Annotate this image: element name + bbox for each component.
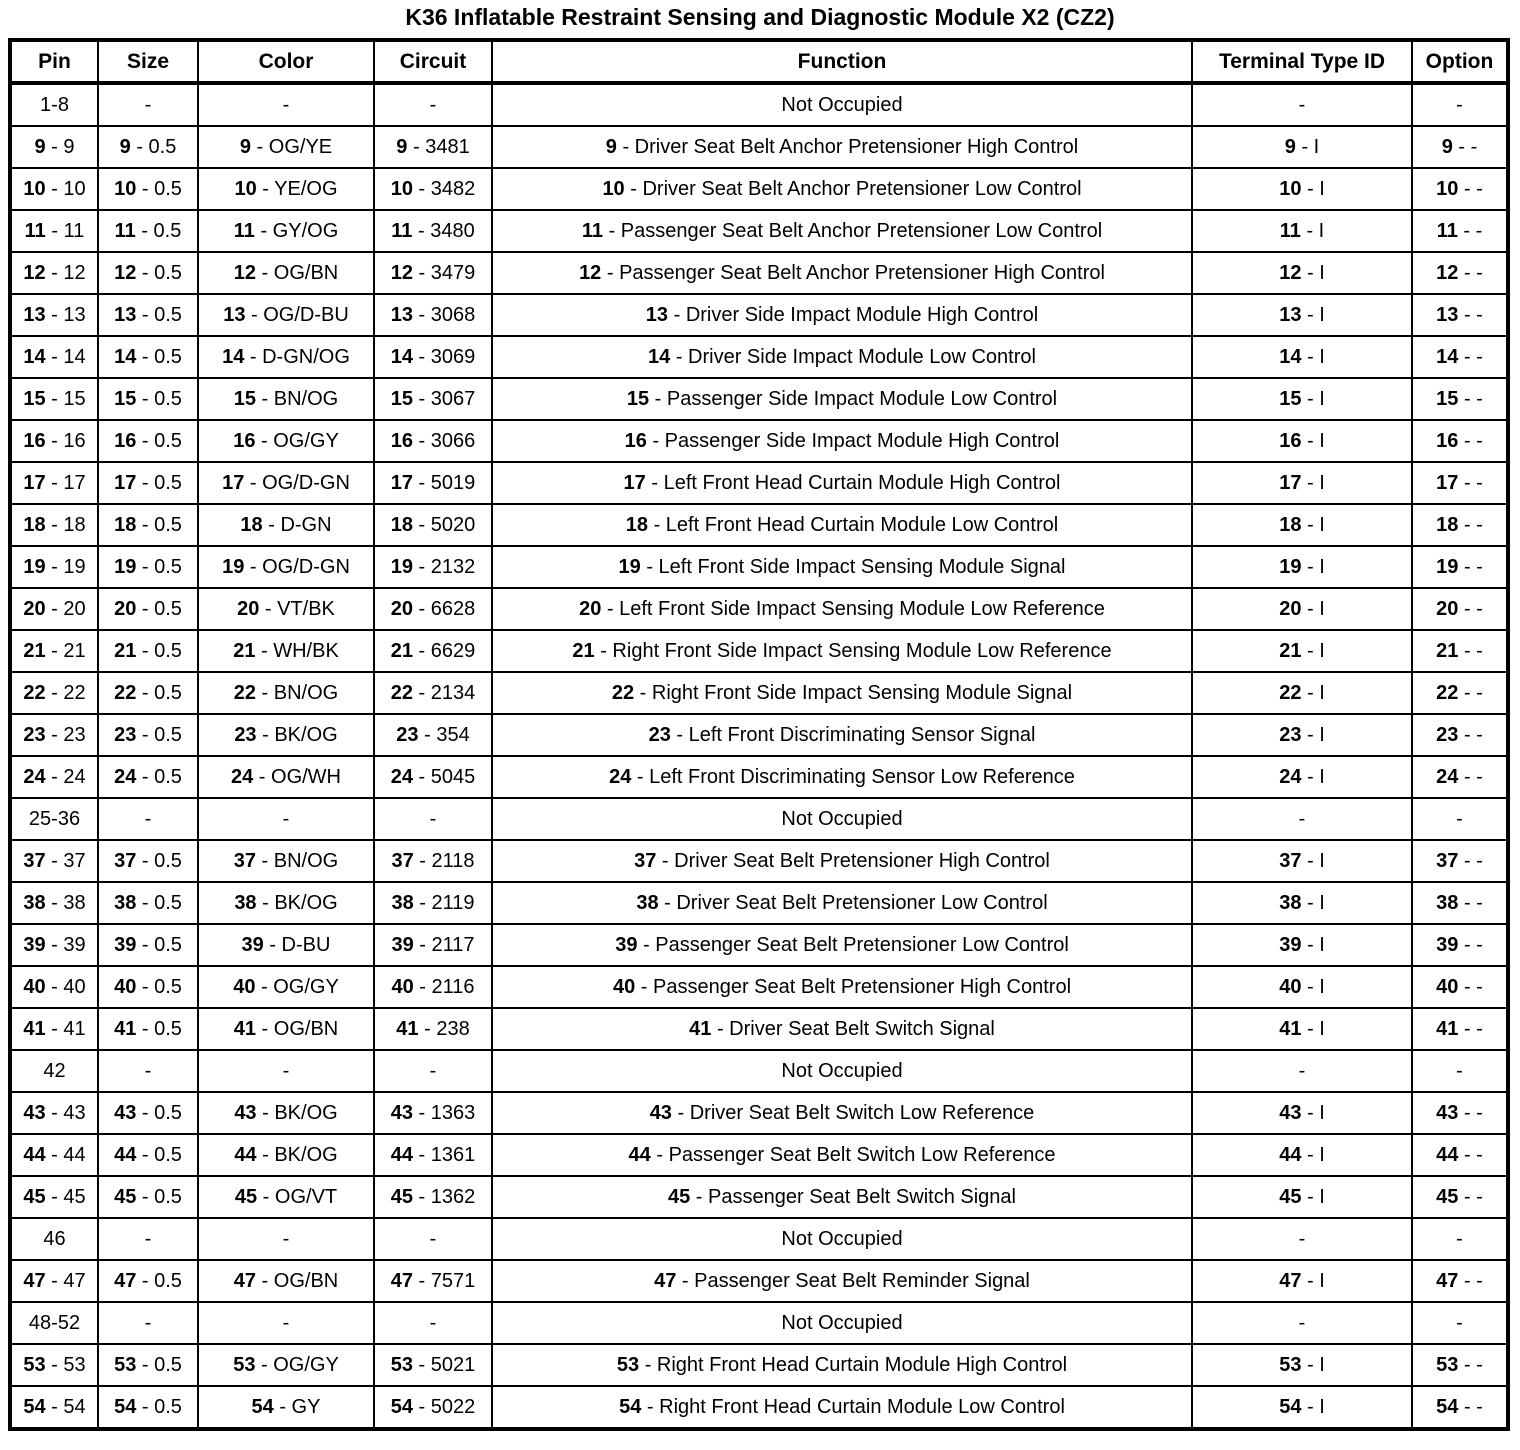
function-cell: 41 - Driver Seat Belt Switch Signal xyxy=(492,1008,1192,1050)
pin-cell: 46 xyxy=(10,1218,98,1260)
terminal-type-cell: - xyxy=(1192,83,1412,126)
size-cell: 22 - 0.5 xyxy=(98,672,198,714)
table-row xyxy=(10,168,1508,210)
option-cell: 21 - - xyxy=(1412,630,1508,672)
table-row xyxy=(10,672,1508,714)
size-cell: 39 - 0.5 xyxy=(98,924,198,966)
circuit-cell: 9 - 3481 xyxy=(374,126,492,168)
terminal-type-cell: 54 - I xyxy=(1192,1386,1412,1429)
size-cell: 45 - 0.5 xyxy=(98,1176,198,1218)
pin-cell: 25-36 xyxy=(10,798,98,840)
table-row xyxy=(10,714,1508,756)
circuit-cell: 43 - 1363 xyxy=(374,1092,492,1134)
terminal-type-cell: 39 - I xyxy=(1192,924,1412,966)
size-cell: 20 - 0.5 xyxy=(98,588,198,630)
size-cell: 47 - 0.5 xyxy=(98,1260,198,1302)
table-row xyxy=(10,1134,1508,1176)
circuit-cell: 21 - 6629 xyxy=(374,630,492,672)
terminal-type-cell: 15 - I xyxy=(1192,378,1412,420)
pin-cell: 44 - 44 xyxy=(10,1134,98,1176)
table-row xyxy=(10,252,1508,294)
pin-cell: 9 - 9 xyxy=(10,126,98,168)
function-cell: 17 - Left Front Head Curtain Module High Control xyxy=(492,462,1192,504)
table-row xyxy=(10,882,1508,924)
size-cell: - xyxy=(98,798,198,840)
terminal-type-cell: 40 - I xyxy=(1192,966,1412,1008)
circuit-cell: 20 - 6628 xyxy=(374,588,492,630)
table-row xyxy=(10,378,1508,420)
table-row xyxy=(10,966,1508,1008)
option-cell: 47 - - xyxy=(1412,1260,1508,1302)
table-row xyxy=(10,1260,1508,1302)
table-row xyxy=(10,1218,1508,1260)
column-header-size: Size xyxy=(98,40,198,83)
function-cell: 54 - Right Front Head Curtain Module Low Control xyxy=(492,1386,1192,1429)
function-cell: 16 - Passenger Side Impact Module High Control xyxy=(492,420,1192,462)
option-cell: 53 - - xyxy=(1412,1344,1508,1386)
pin-cell: 1-8 xyxy=(10,83,98,126)
option-cell: 17 - - xyxy=(1412,462,1508,504)
option-cell: 37 - - xyxy=(1412,840,1508,882)
option-cell: 10 - - xyxy=(1412,168,1508,210)
function-cell: 45 - Passenger Seat Belt Switch Signal xyxy=(492,1176,1192,1218)
option-cell: - xyxy=(1412,1050,1508,1092)
pin-cell: 12 - 12 xyxy=(10,252,98,294)
circuit-cell: 54 - 5022 xyxy=(374,1386,492,1429)
circuit-cell: 41 - 238 xyxy=(374,1008,492,1050)
terminal-type-cell: 37 - I xyxy=(1192,840,1412,882)
terminal-type-cell: 9 - I xyxy=(1192,126,1412,168)
size-cell: 23 - 0.5 xyxy=(98,714,198,756)
circuit-cell: 40 - 2116 xyxy=(374,966,492,1008)
circuit-cell: 39 - 2117 xyxy=(374,924,492,966)
terminal-type-cell: 17 - I xyxy=(1192,462,1412,504)
pin-cell: 16 - 16 xyxy=(10,420,98,462)
option-cell: 19 - - xyxy=(1412,546,1508,588)
option-cell: 23 - - xyxy=(1412,714,1508,756)
table-row xyxy=(10,840,1508,882)
function-cell: 23 - Left Front Discriminating Sensor Signal xyxy=(492,714,1192,756)
terminal-type-cell: 38 - I xyxy=(1192,882,1412,924)
option-cell: 9 - - xyxy=(1412,126,1508,168)
function-cell: 18 - Left Front Head Curtain Module Low Control xyxy=(492,504,1192,546)
circuit-cell: 12 - 3479 xyxy=(374,252,492,294)
function-cell: 19 - Left Front Side Impact Sensing Module Signal xyxy=(492,546,1192,588)
column-header-terminal-type-id: Terminal Type ID xyxy=(1192,40,1412,83)
table-row xyxy=(10,83,1508,126)
pin-cell: 43 - 43 xyxy=(10,1092,98,1134)
function-cell: 40 - Passenger Seat Belt Pretensioner High Control xyxy=(492,966,1192,1008)
function-cell: 44 - Passenger Seat Belt Switch Low Reference xyxy=(492,1134,1192,1176)
option-cell: 11 - - xyxy=(1412,210,1508,252)
function-cell: 37 - Driver Seat Belt Pretensioner High Control xyxy=(492,840,1192,882)
circuit-cell: 17 - 5019 xyxy=(374,462,492,504)
option-cell: 18 - - xyxy=(1412,504,1508,546)
size-cell: 9 - 0.5 xyxy=(98,126,198,168)
terminal-type-cell: - xyxy=(1192,1218,1412,1260)
circuit-cell: 44 - 1361 xyxy=(374,1134,492,1176)
function-cell: 22 - Right Front Side Impact Sensing Module Signal xyxy=(492,672,1192,714)
pin-cell: 54 - 54 xyxy=(10,1386,98,1429)
circuit-cell: - xyxy=(374,798,492,840)
pin-cell: 13 - 13 xyxy=(10,294,98,336)
function-cell: 9 - Driver Seat Belt Anchor Pretensioner High Control xyxy=(492,126,1192,168)
color-cell: 37 - BN/OG xyxy=(198,840,374,882)
terminal-type-cell: 41 - I xyxy=(1192,1008,1412,1050)
function-cell: 53 - Right Front Head Curtain Module High Control xyxy=(492,1344,1192,1386)
circuit-cell: 45 - 1362 xyxy=(374,1176,492,1218)
terminal-type-cell: 12 - I xyxy=(1192,252,1412,294)
function-cell: Not Occupied xyxy=(492,83,1192,126)
color-cell: 44 - BK/OG xyxy=(198,1134,374,1176)
circuit-cell: 13 - 3068 xyxy=(374,294,492,336)
size-cell: 40 - 0.5 xyxy=(98,966,198,1008)
circuit-cell: - xyxy=(374,1218,492,1260)
circuit-cell: 11 - 3480 xyxy=(374,210,492,252)
pin-cell: 47 - 47 xyxy=(10,1260,98,1302)
size-cell: 18 - 0.5 xyxy=(98,504,198,546)
circuit-cell: - xyxy=(374,1050,492,1092)
pin-cell: 37 - 37 xyxy=(10,840,98,882)
color-cell: 19 - OG/D-GN xyxy=(198,546,374,588)
size-cell: 11 - 0.5 xyxy=(98,210,198,252)
color-cell: 14 - D-GN/OG xyxy=(198,336,374,378)
pin-cell: 22 - 22 xyxy=(10,672,98,714)
size-cell: - xyxy=(98,83,198,126)
function-cell: 38 - Driver Seat Belt Pretensioner Low Control xyxy=(492,882,1192,924)
terminal-type-cell: 14 - I xyxy=(1192,336,1412,378)
circuit-cell: - xyxy=(374,1302,492,1344)
column-header-option: Option xyxy=(1412,40,1508,83)
color-cell: 13 - OG/D-BU xyxy=(198,294,374,336)
pin-cell: 18 - 18 xyxy=(10,504,98,546)
size-cell: - xyxy=(98,1050,198,1092)
pin-cell: 41 - 41 xyxy=(10,1008,98,1050)
color-cell: 23 - BK/OG xyxy=(198,714,374,756)
option-cell: 44 - - xyxy=(1412,1134,1508,1176)
option-cell: 39 - - xyxy=(1412,924,1508,966)
circuit-cell: 22 - 2134 xyxy=(374,672,492,714)
pin-cell: 17 - 17 xyxy=(10,462,98,504)
color-cell: 53 - OG/GY xyxy=(198,1344,374,1386)
table-row xyxy=(10,546,1508,588)
table-row xyxy=(10,126,1508,168)
option-cell: 14 - - xyxy=(1412,336,1508,378)
color-cell: 24 - OG/WH xyxy=(198,756,374,798)
circuit-cell: 10 - 3482 xyxy=(374,168,492,210)
column-header-circuit: Circuit xyxy=(374,40,492,83)
option-cell: 20 - - xyxy=(1412,588,1508,630)
color-cell: - xyxy=(198,1050,374,1092)
color-cell: 12 - OG/BN xyxy=(198,252,374,294)
color-cell: - xyxy=(198,1218,374,1260)
circuit-cell: 14 - 3069 xyxy=(374,336,492,378)
function-cell: 14 - Driver Side Impact Module Low Control xyxy=(492,336,1192,378)
circuit-cell: 38 - 2119 xyxy=(374,882,492,924)
terminal-type-cell: 16 - I xyxy=(1192,420,1412,462)
size-cell: 44 - 0.5 xyxy=(98,1134,198,1176)
page-title: K36 Inflatable Restraint Sensing and Diagnostic Module X2 (CZ2) xyxy=(405,4,1115,30)
color-cell: 21 - WH/BK xyxy=(198,630,374,672)
terminal-type-cell: 24 - I xyxy=(1192,756,1412,798)
function-cell: 11 - Passenger Seat Belt Anchor Pretensioner Low Control xyxy=(492,210,1192,252)
terminal-type-cell: 44 - I xyxy=(1192,1134,1412,1176)
color-cell: 22 - BN/OG xyxy=(198,672,374,714)
terminal-type-cell: 23 - I xyxy=(1192,714,1412,756)
size-cell: - xyxy=(98,1218,198,1260)
table-row xyxy=(10,420,1508,462)
function-cell: Not Occupied xyxy=(492,1302,1192,1344)
function-cell: 10 - Driver Seat Belt Anchor Pretensioner Low Control xyxy=(492,168,1192,210)
color-cell: 9 - OG/YE xyxy=(198,126,374,168)
table-header xyxy=(10,40,1508,83)
table-row xyxy=(10,1176,1508,1218)
circuit-cell: 19 - 2132 xyxy=(374,546,492,588)
size-cell: - xyxy=(98,1302,198,1344)
color-cell: 40 - OG/GY xyxy=(198,966,374,1008)
terminal-type-cell: 11 - I xyxy=(1192,210,1412,252)
option-cell: 38 - - xyxy=(1412,882,1508,924)
table-row xyxy=(10,1386,1508,1429)
terminal-type-cell: 43 - I xyxy=(1192,1092,1412,1134)
table-row xyxy=(10,1302,1508,1344)
color-cell: 20 - VT/BK xyxy=(198,588,374,630)
function-cell: Not Occupied xyxy=(492,1050,1192,1092)
option-cell: 15 - - xyxy=(1412,378,1508,420)
color-cell: - xyxy=(198,798,374,840)
function-cell: 47 - Passenger Seat Belt Reminder Signal xyxy=(492,1260,1192,1302)
table-row xyxy=(10,1050,1508,1092)
pin-cell: 45 - 45 xyxy=(10,1176,98,1218)
pin-cell: 40 - 40 xyxy=(10,966,98,1008)
table-row xyxy=(10,1344,1508,1386)
table-row xyxy=(10,630,1508,672)
size-cell: 19 - 0.5 xyxy=(98,546,198,588)
color-cell: 41 - OG/BN xyxy=(198,1008,374,1050)
circuit-cell: 23 - 354 xyxy=(374,714,492,756)
pin-cell: 23 - 23 xyxy=(10,714,98,756)
column-header-function: Function xyxy=(492,40,1192,83)
option-cell: 13 - - xyxy=(1412,294,1508,336)
color-cell: - xyxy=(198,83,374,126)
pinout-table xyxy=(8,38,1510,1431)
option-cell: - xyxy=(1412,83,1508,126)
terminal-type-cell: 10 - I xyxy=(1192,168,1412,210)
size-cell: 13 - 0.5 xyxy=(98,294,198,336)
pin-cell: 11 - 11 xyxy=(10,210,98,252)
color-cell: 17 - OG/D-GN xyxy=(198,462,374,504)
size-cell: 43 - 0.5 xyxy=(98,1092,198,1134)
color-cell: 39 - D-BU xyxy=(198,924,374,966)
terminal-type-cell: 21 - I xyxy=(1192,630,1412,672)
pin-cell: 15 - 15 xyxy=(10,378,98,420)
pin-cell: 39 - 39 xyxy=(10,924,98,966)
color-cell: 47 - OG/BN xyxy=(198,1260,374,1302)
size-cell: 12 - 0.5 xyxy=(98,252,198,294)
table-row xyxy=(10,1008,1508,1050)
pin-cell: 10 - 10 xyxy=(10,168,98,210)
color-cell: 38 - BK/OG xyxy=(198,882,374,924)
function-cell: 15 - Passenger Side Impact Module Low Control xyxy=(492,378,1192,420)
table-row xyxy=(10,336,1508,378)
pinout-table-body xyxy=(10,83,1508,1429)
function-cell: 43 - Driver Seat Belt Switch Low Reference xyxy=(492,1092,1192,1134)
color-cell: 18 - D-GN xyxy=(198,504,374,546)
pin-cell: 48-52 xyxy=(10,1302,98,1344)
color-cell: 15 - BN/OG xyxy=(198,378,374,420)
table-row xyxy=(10,462,1508,504)
function-cell: Not Occupied xyxy=(492,798,1192,840)
size-cell: 53 - 0.5 xyxy=(98,1344,198,1386)
circuit-cell: 16 - 3066 xyxy=(374,420,492,462)
circuit-cell: 18 - 5020 xyxy=(374,504,492,546)
circuit-cell: 15 - 3067 xyxy=(374,378,492,420)
table-row xyxy=(10,1092,1508,1134)
color-cell: 10 - YE/OG xyxy=(198,168,374,210)
option-cell: - xyxy=(1412,1218,1508,1260)
option-cell: 43 - - xyxy=(1412,1092,1508,1134)
function-cell: 21 - Right Front Side Impact Sensing Module Low Reference xyxy=(492,630,1192,672)
terminal-type-cell: 53 - I xyxy=(1192,1344,1412,1386)
size-cell: 15 - 0.5 xyxy=(98,378,198,420)
table-row xyxy=(10,294,1508,336)
pin-cell: 14 - 14 xyxy=(10,336,98,378)
terminal-type-cell: 22 - I xyxy=(1192,672,1412,714)
pin-cell: 24 - 24 xyxy=(10,756,98,798)
option-cell: - xyxy=(1412,798,1508,840)
header-row xyxy=(10,40,1508,83)
size-cell: 21 - 0.5 xyxy=(98,630,198,672)
column-header-color: Color xyxy=(198,40,374,83)
size-cell: 16 - 0.5 xyxy=(98,420,198,462)
function-cell: Not Occupied xyxy=(492,1218,1192,1260)
terminal-type-cell: 47 - I xyxy=(1192,1260,1412,1302)
option-cell: 45 - - xyxy=(1412,1176,1508,1218)
function-cell: 20 - Left Front Side Impact Sensing Module Low Reference xyxy=(492,588,1192,630)
table-row xyxy=(10,588,1508,630)
column-header-pin: Pin xyxy=(10,40,98,83)
option-cell: 41 - - xyxy=(1412,1008,1508,1050)
size-cell: 41 - 0.5 xyxy=(98,1008,198,1050)
terminal-type-cell: 18 - I xyxy=(1192,504,1412,546)
size-cell: 24 - 0.5 xyxy=(98,756,198,798)
table-row xyxy=(10,756,1508,798)
table-row xyxy=(10,924,1508,966)
terminal-type-cell: 13 - I xyxy=(1192,294,1412,336)
size-cell: 38 - 0.5 xyxy=(98,882,198,924)
size-cell: 37 - 0.5 xyxy=(98,840,198,882)
terminal-type-cell: 20 - I xyxy=(1192,588,1412,630)
color-cell: 16 - OG/GY xyxy=(198,420,374,462)
size-cell: 10 - 0.5 xyxy=(98,168,198,210)
table-row xyxy=(10,798,1508,840)
color-cell: - xyxy=(198,1302,374,1344)
size-cell: 14 - 0.5 xyxy=(98,336,198,378)
color-cell: 43 - BK/OG xyxy=(198,1092,374,1134)
circuit-cell: 53 - 5021 xyxy=(374,1344,492,1386)
terminal-type-cell: 45 - I xyxy=(1192,1176,1412,1218)
terminal-type-cell: - xyxy=(1192,1050,1412,1092)
table-row xyxy=(10,210,1508,252)
circuit-cell: 47 - 7571 xyxy=(374,1260,492,1302)
circuit-cell: 24 - 5045 xyxy=(374,756,492,798)
option-cell: - xyxy=(1412,1302,1508,1344)
pin-cell: 53 - 53 xyxy=(10,1344,98,1386)
pin-cell: 42 xyxy=(10,1050,98,1092)
table-row xyxy=(10,504,1508,546)
pin-cell: 21 - 21 xyxy=(10,630,98,672)
pin-cell: 38 - 38 xyxy=(10,882,98,924)
circuit-cell: - xyxy=(374,83,492,126)
terminal-type-cell: 19 - I xyxy=(1192,546,1412,588)
option-cell: 22 - - xyxy=(1412,672,1508,714)
pin-cell: 20 - 20 xyxy=(10,588,98,630)
option-cell: 16 - - xyxy=(1412,420,1508,462)
function-cell: 12 - Passenger Seat Belt Anchor Pretensioner High Control xyxy=(492,252,1192,294)
terminal-type-cell: - xyxy=(1192,1302,1412,1344)
color-cell: 45 - OG/VT xyxy=(198,1176,374,1218)
color-cell: 54 - GY xyxy=(198,1386,374,1429)
pin-cell: 19 - 19 xyxy=(10,546,98,588)
terminal-type-cell: - xyxy=(1192,798,1412,840)
option-cell: 54 - - xyxy=(1412,1386,1508,1429)
option-cell: 40 - - xyxy=(1412,966,1508,1008)
size-cell: 54 - 0.5 xyxy=(98,1386,198,1429)
circuit-cell: 37 - 2118 xyxy=(374,840,492,882)
function-cell: 39 - Passenger Seat Belt Pretensioner Low Control xyxy=(492,924,1192,966)
function-cell: 13 - Driver Side Impact Module High Control xyxy=(492,294,1192,336)
option-cell: 24 - - xyxy=(1412,756,1508,798)
option-cell: 12 - - xyxy=(1412,252,1508,294)
size-cell: 17 - 0.5 xyxy=(98,462,198,504)
color-cell: 11 - GY/OG xyxy=(198,210,374,252)
function-cell: 24 - Left Front Discriminating Sensor Low Reference xyxy=(492,756,1192,798)
